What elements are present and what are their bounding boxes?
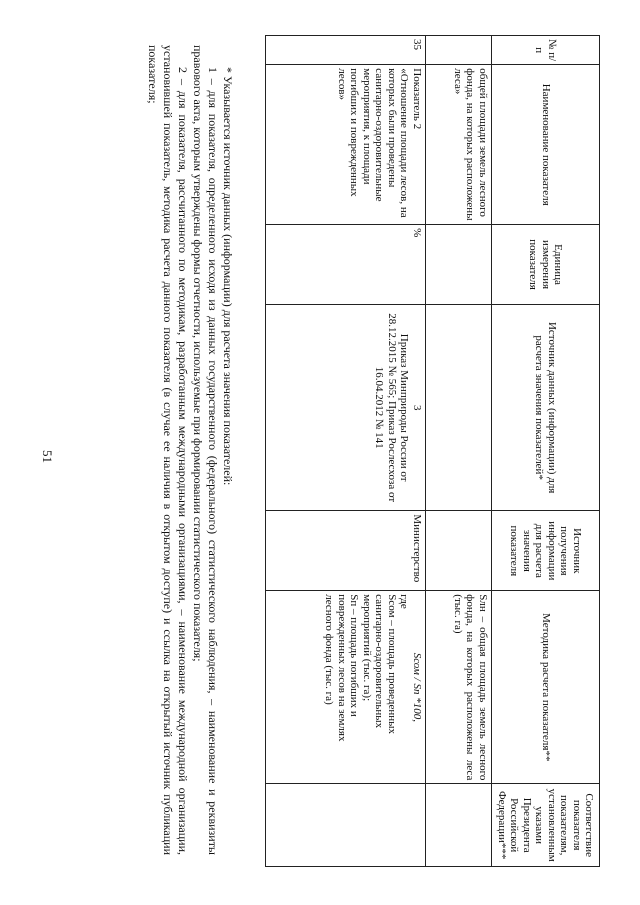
row2-name-line2: «Отношение площади лесов, на которых были проведены санитарно-оздоровительные мероприятия, к площади погибших и поврежденных лесов» [336,68,411,218]
row2-method [266,591,426,784]
row1-data-source [426,304,492,510]
row2-method-line1: Sсом – площадь проведенных санитарно-оздоровительных мероприятий (тыс. га); [361,594,398,735]
footnote-2: 2 – для показателя, рассчитанного по методикам, разработанным международными организациями, – наименование международной организации, установившей показатель, методика расчета данного показателя (в случае ее наличия в открытом доступе) и ссылка на открытый источник публикации показателя; [146,45,190,855]
header-compliance: Соответствие показателя показателям, установленным указами Президента Российской Федерации*** [492,784,600,867]
row2-data-source-text: Приказ Минприроды России от 28.12.2015 № 565; Приказ Рослесхоза от 16.04.2012 № 141 [373,313,411,503]
footnote-1: 1 – для показателя, определенного исходя из данных государственного (федерального) статистического наблюдения, – наименование и реквизиты правового акта, которым утверждены формы отчетности, используемые при формировании статистического показателя; [191,45,220,855]
row2-data-source [266,304,426,510]
row1-info-source [426,511,492,591]
table-row [266,36,426,867]
table-header-row [492,36,600,867]
row1-method: Sлн – общая площадь земель лесного фонда, на которых расположены леса (тыс. га) [426,591,492,784]
row2-unit: % [266,225,426,305]
header-info-source: Источник получения информации для расчета значения показателя [492,511,600,591]
footnotes [145,45,235,855]
indicators-table [265,35,600,867]
row2-data-source-num: 3 [411,404,423,411]
row2-info-source: Министерство [266,511,426,591]
header-method: Методика расчета показателя** [492,591,600,784]
table-row [426,36,492,867]
page-number: 51 [40,450,55,463]
row2-method-where: где [398,594,411,609]
row1-num [426,36,492,65]
footnote-0: * Указывается источник данных (информации) для расчета значения показателей: [221,67,235,486]
header-unit: Единица измерения показателя [492,225,600,305]
header-name: Наименование показателя [492,65,600,225]
row2-num: 35 [266,36,426,65]
row1-compliance [426,784,492,867]
row2-name-line1: Показатель 2 [411,68,423,130]
header-num: № п/п [492,36,600,65]
row2-name [266,65,426,225]
header-data-source: Источник данных (информации) для расчета значения показателей* [492,304,600,510]
row2-method-formula: Sсом / Sп *100, [411,652,423,722]
row2-method-line2: Sп – площадь погибших и поврежденных лесов на землях лесного фонда (тыс. га) [323,594,361,742]
rotated-sheet [75,35,600,875]
row1-unit [426,225,492,305]
row2-compliance [266,784,426,867]
row1-name: общей площади земель лесного фонда, на которых расположены леса» [426,65,492,225]
